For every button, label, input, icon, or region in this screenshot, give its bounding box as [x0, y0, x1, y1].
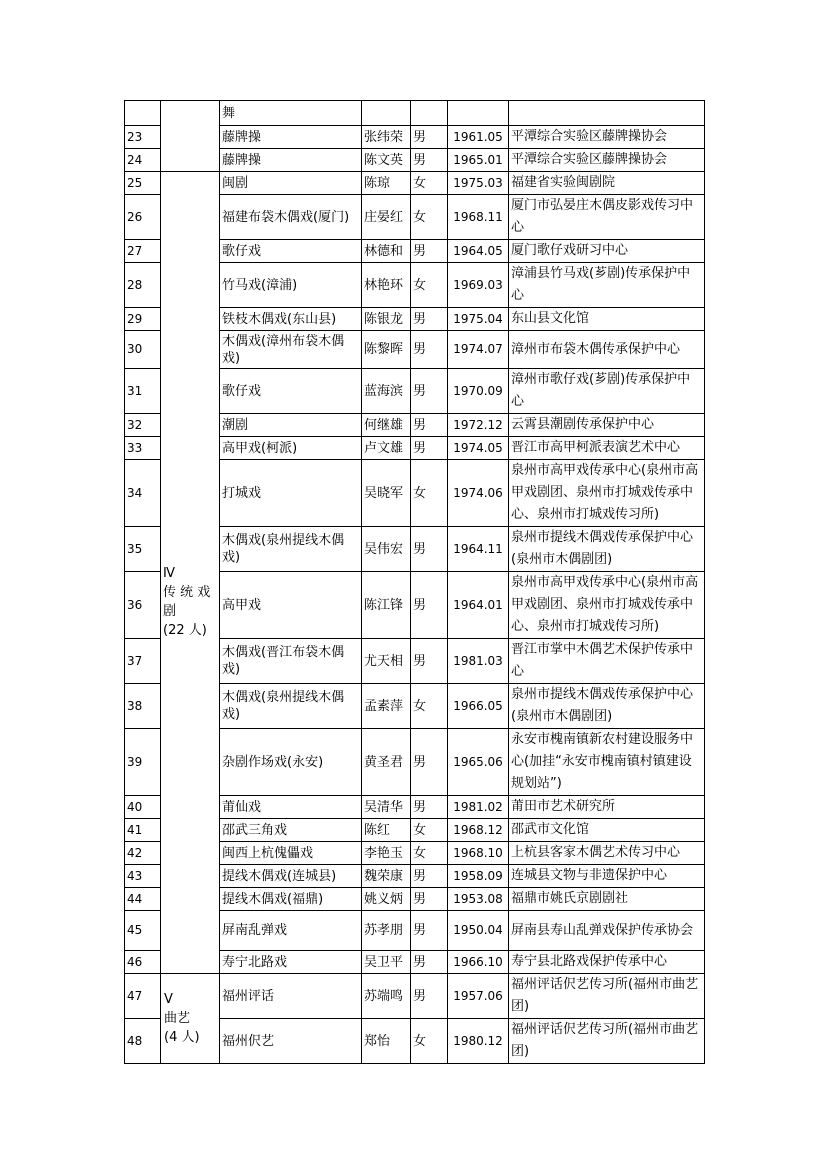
category-count: (4 人)	[164, 1030, 200, 1045]
organization-cell: 泉州市提线木偶戏传承保护中心(泉州市木偶剧团)	[509, 527, 705, 572]
serial-number-cell: 24	[125, 149, 161, 172]
gender-cell: 男	[411, 639, 448, 684]
birth-date-cell: 1968.10	[448, 842, 509, 865]
project-name-cell: 邵武三角戏	[220, 819, 362, 842]
inheritor-name-cell: 苏端鸣	[362, 974, 411, 1019]
organization-cell: 泉州市提线木偶戏传承保护中心(泉州市木偶剧团)	[509, 684, 705, 729]
category-roman-numeral: Ⅴ	[164, 992, 173, 1007]
inheritor-name-cell: 何继雄	[362, 414, 411, 437]
heritage-inheritor-table	[124, 100, 705, 1064]
inheritor-name-cell: 魏荣康	[362, 865, 411, 888]
gender-cell: 男	[411, 369, 448, 414]
project-name-cell: 莆仙戏	[220, 796, 362, 819]
birth-date-cell: 1975.03	[448, 172, 509, 195]
table-row	[125, 974, 705, 1019]
birth-date-cell: 1974.05	[448, 437, 509, 460]
serial-number-cell: 37	[125, 639, 161, 684]
birth-date-cell: 1966.10	[448, 951, 509, 974]
gender-cell: 男	[411, 911, 448, 951]
inheritor-name-cell: 孟素萍	[362, 684, 411, 729]
serial-number-cell: 47	[125, 974, 161, 1019]
organization-cell: 晋江市掌中木偶艺术保护传承中心	[509, 639, 705, 684]
project-name-cell: 福州伬艺	[220, 1019, 362, 1064]
inheritor-name-cell: 陈琼	[362, 172, 411, 195]
birth-date-cell: 1961.05	[448, 126, 509, 149]
gender-cell: 男	[411, 974, 448, 1019]
birth-date-cell: 1968.11	[448, 195, 509, 240]
birth-date-cell: 1974.07	[448, 331, 509, 369]
serial-number-cell: 31	[125, 369, 161, 414]
gender-cell: 男	[411, 888, 448, 911]
organization-cell: 永安市槐南镇新农村建设服务中心(加挂“永安市槐南镇村镇建设规划站”)	[509, 729, 705, 796]
project-name-cell: 铁枝木偶戏(东山县)	[220, 308, 362, 331]
inheritor-name-cell	[362, 101, 411, 126]
birth-date-cell: 1964.05	[448, 240, 509, 263]
inheritor-name-cell: 张纬荣	[362, 126, 411, 149]
inheritor-name-cell: 苏孝朋	[362, 911, 411, 951]
birth-date-cell: 1966.05	[448, 684, 509, 729]
project-name-cell: 高甲戏	[220, 572, 362, 639]
gender-cell: 女	[411, 263, 448, 308]
birth-date-cell: 1968.12	[448, 819, 509, 842]
serial-number-cell: 25	[125, 172, 161, 195]
organization-cell: 漳州市歌仔戏(芗剧)传承保护中心	[509, 369, 705, 414]
organization-cell: 泉州市高甲戏传承中心(泉州市高甲戏剧团、泉州市打城戏传承中心、泉州市打城戏传习所)	[509, 572, 705, 639]
gender-cell: 男	[411, 331, 448, 369]
category-name: 曲艺	[164, 1011, 191, 1026]
project-name-cell: 寿宁北路戏	[220, 951, 362, 974]
birth-date-cell: 1970.09	[448, 369, 509, 414]
birth-date-cell: 1957.06	[448, 974, 509, 1019]
organization-cell: 厦门市弘晏庄木偶皮影戏传习中心	[509, 195, 705, 240]
inheritor-name-cell: 陈文英	[362, 149, 411, 172]
project-name-cell: 藤牌操	[220, 126, 362, 149]
birth-date-cell: 1980.12	[448, 1019, 509, 1064]
project-name-cell: 杂剧作场戏(永安)	[220, 729, 362, 796]
serial-number-cell: 28	[125, 263, 161, 308]
serial-number-cell: 48	[125, 1019, 161, 1064]
birth-date-cell: 1965.06	[448, 729, 509, 796]
inheritor-name-cell: 蓝海滨	[362, 369, 411, 414]
serial-number-cell: 45	[125, 911, 161, 951]
inheritor-name-cell: 庄晏红	[362, 195, 411, 240]
inheritor-name-cell: 陈红	[362, 819, 411, 842]
inheritor-name-cell: 李艳玉	[362, 842, 411, 865]
organization-cell: 云霄县潮剧传承保护中心	[509, 414, 705, 437]
organization-cell: 晋江市高甲柯派表演艺术中心	[509, 437, 705, 460]
project-name-cell: 舞	[220, 101, 362, 126]
organization-cell: 福建省实验闽剧院	[509, 172, 705, 195]
project-name-cell: 提线木偶戏(福鼎)	[220, 888, 362, 911]
inheritor-name-cell: 陈江锋	[362, 572, 411, 639]
organization-cell: 厦门歌仔戏研习中心	[509, 240, 705, 263]
gender-cell: 女	[411, 819, 448, 842]
gender-cell: 女	[411, 172, 448, 195]
serial-number-cell	[125, 101, 161, 126]
table-row	[125, 172, 705, 195]
gender-cell: 男	[411, 149, 448, 172]
project-name-cell: 藤牌操	[220, 149, 362, 172]
organization-cell: 漳浦县竹马戏(芗剧)传承保护中心	[509, 263, 705, 308]
category-cell-traditional-opera	[161, 172, 220, 974]
project-name-cell: 木偶戏(泉州提线木偶戏)	[220, 684, 362, 729]
project-name-cell: 高甲戏(柯派)	[220, 437, 362, 460]
table-row	[125, 101, 705, 126]
project-name-cell: 木偶戏(漳州布袋木偶戏)	[220, 331, 362, 369]
gender-cell: 女	[411, 195, 448, 240]
serial-number-cell: 44	[125, 888, 161, 911]
project-name-cell: 潮剧	[220, 414, 362, 437]
gender-cell: 男	[411, 729, 448, 796]
serial-number-cell: 27	[125, 240, 161, 263]
birth-date-cell: 1975.04	[448, 308, 509, 331]
gender-cell: 男	[411, 951, 448, 974]
birth-date-cell	[448, 101, 509, 126]
project-name-cell: 歌仔戏	[220, 240, 362, 263]
birth-date-cell: 1965.01	[448, 149, 509, 172]
serial-number-cell: 26	[125, 195, 161, 240]
organization-cell: 福州评话伬艺传习所(福州市曲艺团)	[509, 1019, 705, 1064]
inheritor-name-cell: 林艳环	[362, 263, 411, 308]
project-name-cell: 屏南乱弹戏	[220, 911, 362, 951]
organization-cell: 福州评话伬艺传习所(福州市曲艺团)	[509, 974, 705, 1019]
serial-number-cell: 35	[125, 527, 161, 572]
serial-number-cell: 38	[125, 684, 161, 729]
category-count: (22 人)	[163, 623, 207, 638]
project-name-cell: 提线木偶戏(连城县)	[220, 865, 362, 888]
gender-cell: 男	[411, 572, 448, 639]
gender-cell: 男	[411, 308, 448, 331]
organization-cell	[509, 101, 705, 126]
birth-date-cell: 1974.06	[448, 460, 509, 527]
project-name-cell: 打城戏	[220, 460, 362, 527]
inheritor-name-cell: 陈黎晖	[362, 331, 411, 369]
inheritor-name-cell: 郑怡	[362, 1019, 411, 1064]
project-name-cell: 歌仔戏	[220, 369, 362, 414]
gender-cell: 男	[411, 796, 448, 819]
serial-number-cell: 40	[125, 796, 161, 819]
birth-date-cell: 1981.02	[448, 796, 509, 819]
organization-cell: 邵武市文化馆	[509, 819, 705, 842]
gender-cell: 男	[411, 240, 448, 263]
organization-cell: 平潭综合实验区藤牌操协会	[509, 126, 705, 149]
category-cell-quyi	[161, 974, 220, 1064]
serial-number-cell: 29	[125, 308, 161, 331]
inheritor-name-cell: 吴清华	[362, 796, 411, 819]
birth-date-cell: 1969.03	[448, 263, 509, 308]
inheritor-name-cell: 吴晓军	[362, 460, 411, 527]
serial-number-cell: 32	[125, 414, 161, 437]
organization-cell: 东山县文化馆	[509, 308, 705, 331]
serial-number-cell: 41	[125, 819, 161, 842]
gender-cell: 男	[411, 414, 448, 437]
project-name-cell: 闽剧	[220, 172, 362, 195]
organization-cell: 泉州市高甲戏传承中心(泉州市高甲戏剧团、泉州市打城戏传承中心、泉州市打城戏传习所)	[509, 460, 705, 527]
project-name-cell: 福建布袋木偶戏(厦门)	[220, 195, 362, 240]
birth-date-cell: 1964.01	[448, 572, 509, 639]
serial-number-cell: 33	[125, 437, 161, 460]
serial-number-cell: 39	[125, 729, 161, 796]
project-name-cell: 竹马戏(漳浦)	[220, 263, 362, 308]
gender-cell: 女	[411, 460, 448, 527]
inheritor-name-cell: 卢文雄	[362, 437, 411, 460]
inheritor-name-cell: 吴伟宏	[362, 527, 411, 572]
inheritor-name-cell: 吴卫平	[362, 951, 411, 974]
project-name-cell: 闽西上杭傀儡戏	[220, 842, 362, 865]
serial-number-cell: 34	[125, 460, 161, 527]
serial-number-cell: 30	[125, 331, 161, 369]
organization-cell: 莆田市艺术研究所	[509, 796, 705, 819]
organization-cell: 寿宁县北路戏保护传承中心	[509, 951, 705, 974]
birth-date-cell: 1953.08	[448, 888, 509, 911]
serial-number-cell: 46	[125, 951, 161, 974]
project-name-cell: 福州评话	[220, 974, 362, 1019]
gender-cell: 男	[411, 126, 448, 149]
birth-date-cell: 1972.12	[448, 414, 509, 437]
inheritor-name-cell: 林德和	[362, 240, 411, 263]
organization-cell: 屏南县寿山乱弹戏保护传承协会	[509, 911, 705, 951]
gender-cell	[411, 101, 448, 126]
category-label-opera	[163, 564, 217, 640]
birth-date-cell: 1958.09	[448, 865, 509, 888]
inheritor-name-cell: 尤天相	[362, 639, 411, 684]
project-name-cell: 木偶戏(泉州提线木偶戏)	[220, 527, 362, 572]
gender-cell: 男	[411, 437, 448, 460]
organization-cell: 上杭县客家木偶艺术传习中心	[509, 842, 705, 865]
organization-cell: 漳州市布袋木偶传承保护中心	[509, 331, 705, 369]
gender-cell: 女	[411, 1019, 448, 1064]
serial-number-cell: 43	[125, 865, 161, 888]
birth-date-cell: 1964.11	[448, 527, 509, 572]
category-roman-numeral: Ⅳ	[163, 566, 175, 581]
gender-cell: 男	[411, 527, 448, 572]
inheritor-name-cell: 黄圣君	[362, 729, 411, 796]
organization-cell: 福鼎市姚氏京剧剧社	[509, 888, 705, 911]
gender-cell: 男	[411, 865, 448, 888]
gender-cell: 女	[411, 842, 448, 865]
birth-date-cell: 1981.03	[448, 639, 509, 684]
organization-cell: 连城县文物与非遗保护中心	[509, 865, 705, 888]
project-name-cell: 木偶戏(晋江布袋木偶戏)	[220, 639, 362, 684]
category-name: 传 统 戏 剧	[163, 585, 211, 619]
organization-cell: 平潭综合实验区藤牌操协会	[509, 149, 705, 172]
serial-number-cell: 36	[125, 572, 161, 639]
serial-number-cell: 42	[125, 842, 161, 865]
gender-cell: 女	[411, 684, 448, 729]
category-cell-continued	[161, 101, 220, 172]
serial-number-cell: 23	[125, 126, 161, 149]
inheritor-name-cell: 陈银龙	[362, 308, 411, 331]
inheritor-name-cell: 姚义炳	[362, 888, 411, 911]
birth-date-cell: 1950.04	[448, 911, 509, 951]
